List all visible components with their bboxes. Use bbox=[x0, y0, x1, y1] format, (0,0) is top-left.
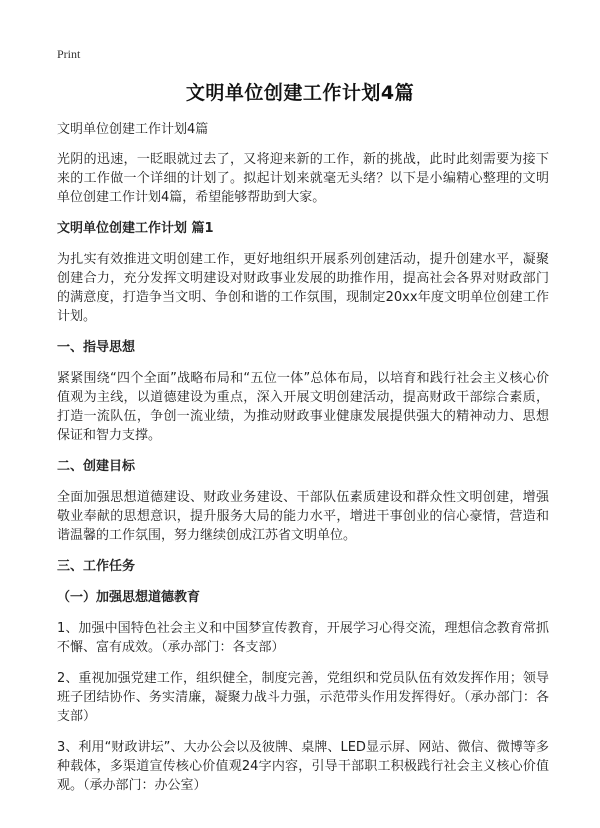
task1-heading: （一）加强思想道德教育 bbox=[57, 590, 201, 605]
goals-heading: 二、创建目标 bbox=[57, 459, 136, 474]
task-item: 1、加强中国特色社会主义和中国梦宣传教育，开展学习心得交流，理想信念教育常抓不懈、富有成效。（承办部门：各支部） bbox=[57, 621, 549, 655]
intro-paragraph: 光阴的迅速，一眨眼就过去了，又将迎来新的工作，新的挑战，此时此刻需要为接下来的工作做一个详细的计划了。拟起计划来就毫无头绪？以下是小编精心整理的文明单位创建工作计划4篇，希望能够帮助到大家。 bbox=[57, 152, 549, 205]
goals-paragraph: 全面加强思想道德建设、财政业务建设、干部队伍素质建设和群众性文明创建，增强敬业奉献的思想意识，提升服务大局的能力水平，增进干事创业的信心豪情，营造和谐温馨的工作氛围，努力继续创成江苏省文明单位。 bbox=[57, 490, 549, 543]
tasks-heading: 三、工作任务 bbox=[57, 559, 136, 574]
guiding-heading: 一、指导思想 bbox=[57, 340, 136, 355]
section1-heading: 文明单位创建工作计划 篇1 bbox=[57, 221, 214, 236]
document-body bbox=[57, 120, 549, 807]
section1-intro-paragraph: 为扎实有效推进文明创建工作，更好地组织开展系列创建活动，提升创建水平，凝聚创建合力，充分发挥文明建设对财政事业发展的助推作用，提高社会各界对财政部门的满意度，打造争当文明、争创和谐的工作氛围，现制定20xx年度文明单位创建工作计划。 bbox=[57, 252, 549, 324]
document-subtitle: 文明单位创建工作计划4篇 bbox=[57, 122, 209, 137]
document-title: 文明单位创建工作计划4篇 bbox=[185, 82, 415, 104]
guiding-paragraph: 紧紧围绕“四个全面”战略布局和“五位一体”总体布局，以培育和践行社会主义核心价值观为主线，以道德建设为重点，深入开展文明创建活动，提高财政干部综合素质，打造一流队伍，争创一流业绩，为推动财政事业健康发展提供强大的精神动力、思想保证和智力支撑。 bbox=[57, 371, 549, 443]
task-item: 3、利用“财政讲坛”、大办公会以及彼牌、桌牌、LED显示屏、网站、微信、微博等多种载体，多渠道宣传核心价值观24字内容，引导干部职工积极践行社会主义核心价值观。（承办部门：办公室） bbox=[57, 740, 549, 793]
task-item: 2、重视加强党建工作，组织健全，制度完善，党组织和党员队伍有效发挥作用；领导班子团结协作、务实清廉，凝聚力战斗力强，示范带头作用发挥得好。（承办部门：各支部） bbox=[57, 671, 549, 724]
print-link[interactable]: Print bbox=[57, 47, 81, 61]
